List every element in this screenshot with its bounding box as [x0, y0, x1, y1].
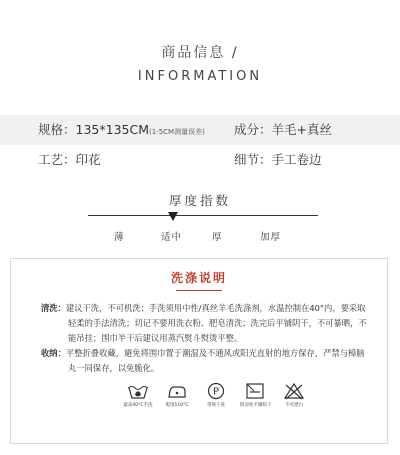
care-icon-no-bleach-caption: 不可漂白 — [285, 403, 303, 408]
spec-size-value: 135*135CM — [75, 122, 149, 137]
spec-detail-label: 细节： — [234, 152, 272, 167]
no-bleach-icon — [283, 382, 305, 400]
care-icon-dry-clean-caption: 常规干洗 — [207, 403, 225, 408]
spec-row-craft-detail — [0, 145, 400, 175]
care-title: 洗涤说明 — [170, 271, 227, 285]
thickness-level-extra-thick: 加厚 — [260, 232, 282, 243]
iron-icon — [166, 382, 188, 400]
spec-size-note: (1-5CM测量误差) — [149, 128, 205, 136]
thickness-level-thick: 厚 — [212, 232, 223, 243]
care-icon-dry-clean — [201, 382, 231, 408]
spec-material-value: 羊毛+真丝 — [271, 122, 332, 137]
thickness-marker-icon — [168, 212, 178, 221]
care-icon-no-bleach — [279, 382, 309, 408]
spec-material — [234, 115, 332, 145]
hand-wash-icon — [127, 382, 149, 400]
flat-dry-shade-icon — [244, 382, 266, 400]
spec-material-label: 成分： — [234, 122, 272, 137]
care-storage-label: 收纳： — [41, 348, 66, 358]
care-wash-label: 清洗： — [41, 303, 66, 313]
care-wash-paragraph — [41, 301, 371, 346]
care-icon-iron — [162, 382, 192, 408]
care-wash-text: 建议干洗，不可机洗；手洗须用中性/真丝羊毛洗涤剂，水温控制在40°内，要采取轻柔的手法清洗；切记不要用洗衣粉、肥皂清洗；洗完后平铺阴干，不可暴晒，不能吊挂；围巾半干后建议用蒸汽熨斗熨烫平整。 — [65, 303, 367, 343]
spec-craft — [38, 145, 101, 175]
care-title-underline — [176, 290, 222, 291]
care-storage-text: 平整折叠收藏，避免将围巾置于潮湿及不通风或阳光直射的地方保存，严禁与樟脑丸一同保存，以免脆化。 — [65, 348, 365, 373]
care-icon-hand-wash-caption: 最高40°C手洗 — [123, 403, 153, 408]
care-storage-paragraph — [41, 346, 371, 376]
page-title-en: INFORMATION — [137, 69, 263, 84]
spec-craft-value: 印花 — [75, 152, 101, 167]
thickness-level-medium: 适中 — [161, 232, 183, 243]
svg-text:P: P — [212, 386, 220, 398]
care-instructions-panel — [10, 258, 388, 444]
spec-size-label: 规格： — [38, 122, 76, 137]
thickness-scale-line — [88, 215, 318, 216]
spec-row-size-material — [0, 115, 400, 145]
spec-craft-label: 工艺： — [38, 152, 76, 167]
thickness-level-thin: 薄 — [114, 232, 125, 243]
spec-detail-value: 手工卷边 — [271, 152, 322, 167]
spec-detail — [234, 145, 322, 175]
care-icon-flat-dry-caption: 阴凉处平铺晾干 — [240, 403, 272, 408]
spec-size — [38, 115, 205, 147]
care-icon-hand-wash — [123, 382, 153, 408]
care-icon-iron-caption: 熨烫110°C — [165, 403, 189, 408]
thickness-title: 厚度指数 — [168, 193, 231, 208]
page-title-cn: 商品信息 / — [161, 45, 239, 61]
care-icon-flat-dry — [240, 382, 270, 408]
dry-clean-p-icon — [205, 382, 227, 400]
